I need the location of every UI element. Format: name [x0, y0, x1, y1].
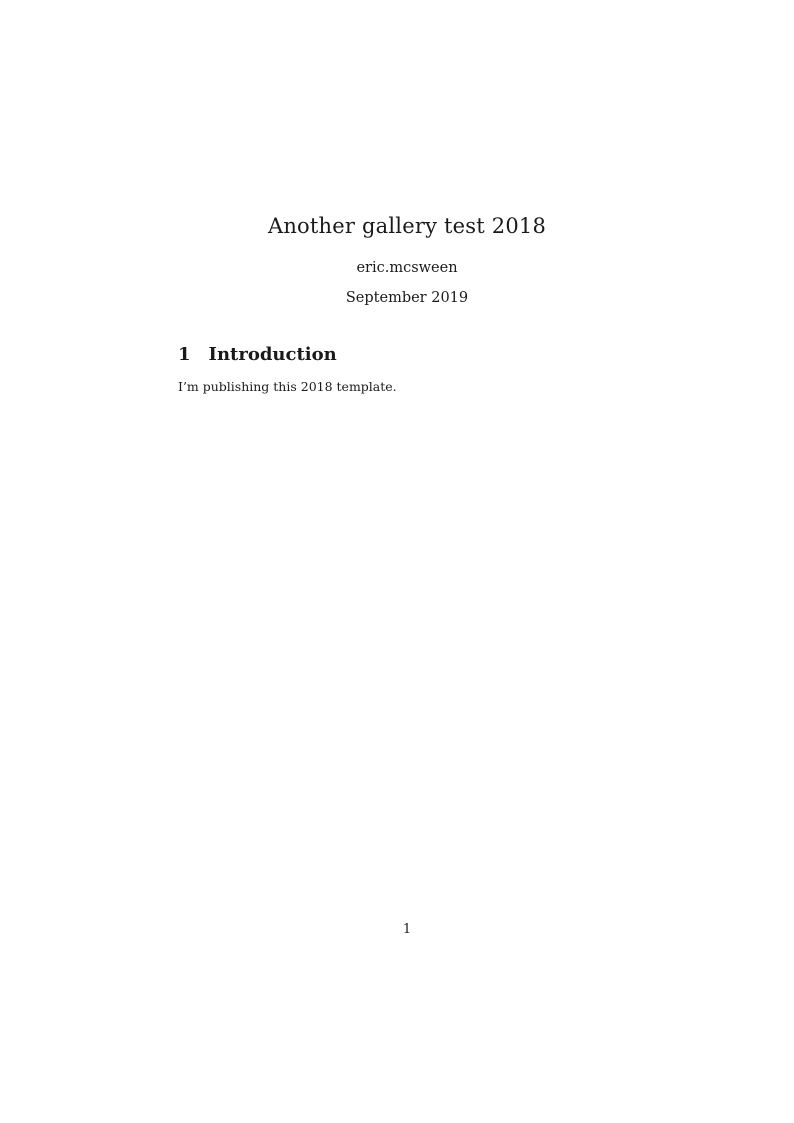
document-title: Another gallery test 2018	[267, 214, 547, 238]
document-author: eric.mcsween	[356, 260, 458, 276]
section-heading	[178, 344, 636, 365]
section-title: Introduction	[208, 344, 337, 365]
section-number: 1	[178, 344, 191, 365]
body-paragraph: I’m publishing this 2018 template.	[178, 379, 397, 394]
page-number: 1	[402, 922, 412, 937]
document-date: September 2019	[345, 290, 469, 306]
page-content	[178, 0, 636, 1123]
